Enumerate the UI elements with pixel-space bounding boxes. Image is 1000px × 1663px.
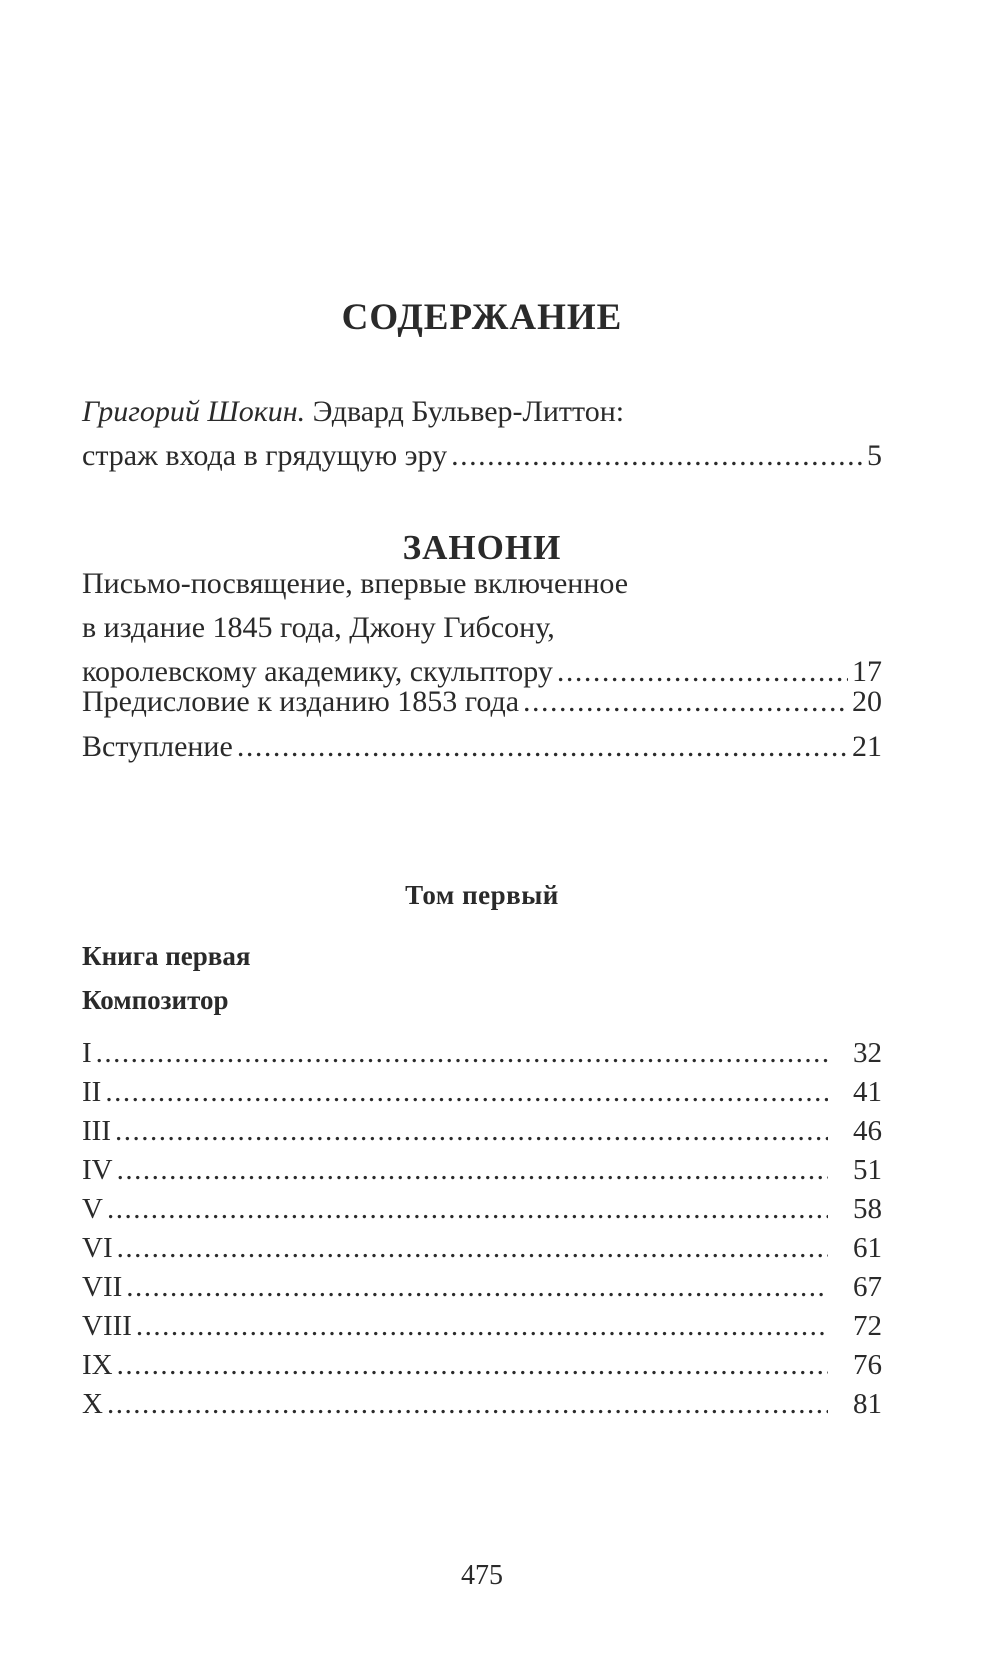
book-subtitle: Композитор <box>82 985 229 1015</box>
page-ref: 17 <box>852 655 882 688</box>
chapter-label: I <box>82 1037 92 1069</box>
page-ref: 46 <box>853 1115 882 1147</box>
intro-title-line2: страж входа в грядущую эру <box>82 439 448 472</box>
contents-heading: СОДЕРЖАНИЕ <box>341 297 623 338</box>
chapter-label: VIII <box>82 1310 132 1342</box>
chapter-row <box>82 1190 882 1229</box>
dot-leader <box>105 1073 828 1112</box>
page-ref: 20 <box>852 685 882 718</box>
page-ref: 67 <box>853 1271 882 1303</box>
toc-entry-intro <box>82 390 882 478</box>
dot-leader <box>117 1229 828 1268</box>
chapter-row <box>82 1112 882 1151</box>
toc-entry-line: Письмо-посвящение, впервые включенное <box>82 567 629 600</box>
page-ref: 72 <box>853 1310 882 1342</box>
book-page <box>82 0 882 1663</box>
intro-author: Григорий Шокин. <box>82 395 306 428</box>
toc-entry-text: королевскому академику, скульптору <box>82 655 553 688</box>
toc-entry-line: в издание 1845 года, Джону Гибсону, <box>82 611 555 644</box>
section-title: ЗАНОНИ <box>402 528 562 567</box>
page-ref: 32 <box>853 1037 882 1069</box>
chapter-label: IX <box>82 1349 113 1381</box>
dot-leader <box>117 1346 828 1385</box>
page-ref: 41 <box>853 1076 882 1108</box>
volume-title: Том первый <box>405 880 559 910</box>
chapter-label: VII <box>82 1271 123 1303</box>
page-ref: 58 <box>853 1193 882 1225</box>
dot-leader <box>117 1151 828 1190</box>
toc-entry-preface <box>82 680 882 724</box>
chapter-label: IV <box>82 1154 113 1186</box>
toc-entry-dedication <box>82 562 882 694</box>
dot-leader <box>451 434 863 478</box>
toc-entry-intro-last-line <box>82 434 882 478</box>
intro-title-line1: Эдвард Бульвер-Литтон: <box>305 395 625 428</box>
page-number: 475 <box>461 1560 503 1591</box>
chapter-row <box>82 1307 882 1346</box>
chapter-row <box>82 1268 882 1307</box>
chapter-label: III <box>82 1115 111 1147</box>
toc-entry-introduction <box>82 725 882 769</box>
chapter-row <box>82 1151 882 1190</box>
toc-entry-last-line <box>82 725 882 769</box>
toc-entry-last-line <box>82 680 882 724</box>
book-title: Книга первая <box>82 941 251 971</box>
page-ref: 81 <box>853 1388 882 1420</box>
dot-leader <box>107 1385 828 1424</box>
chapter-row <box>82 1073 882 1112</box>
page-ref: 76 <box>853 1349 882 1381</box>
toc-entry-intro-line1 <box>82 390 882 434</box>
chapter-row <box>82 1385 882 1424</box>
chapter-label: VI <box>82 1232 113 1264</box>
chapter-row <box>82 1346 882 1385</box>
page-ref: 61 <box>853 1232 882 1264</box>
dot-leader <box>126 1268 828 1307</box>
chapter-row <box>82 1034 882 1073</box>
chapter-label: X <box>82 1388 103 1420</box>
toc-entry-text: Предисловие к изданию 1853 года <box>82 685 520 718</box>
dot-leader <box>237 725 848 769</box>
dot-leader <box>107 1190 828 1229</box>
page-ref: 51 <box>853 1154 882 1186</box>
chapter-label: V <box>82 1193 103 1225</box>
dot-leader <box>115 1112 828 1151</box>
dot-leader <box>523 680 848 724</box>
toc-entry-text: Вступление <box>82 730 233 763</box>
chapter-label: II <box>82 1076 102 1108</box>
dot-leader <box>96 1034 828 1073</box>
page-ref: 21 <box>852 730 882 763</box>
dot-leader <box>136 1307 828 1346</box>
chapter-row <box>82 1229 882 1268</box>
chapter-list <box>82 1034 882 1424</box>
page-ref: 5 <box>867 439 882 472</box>
